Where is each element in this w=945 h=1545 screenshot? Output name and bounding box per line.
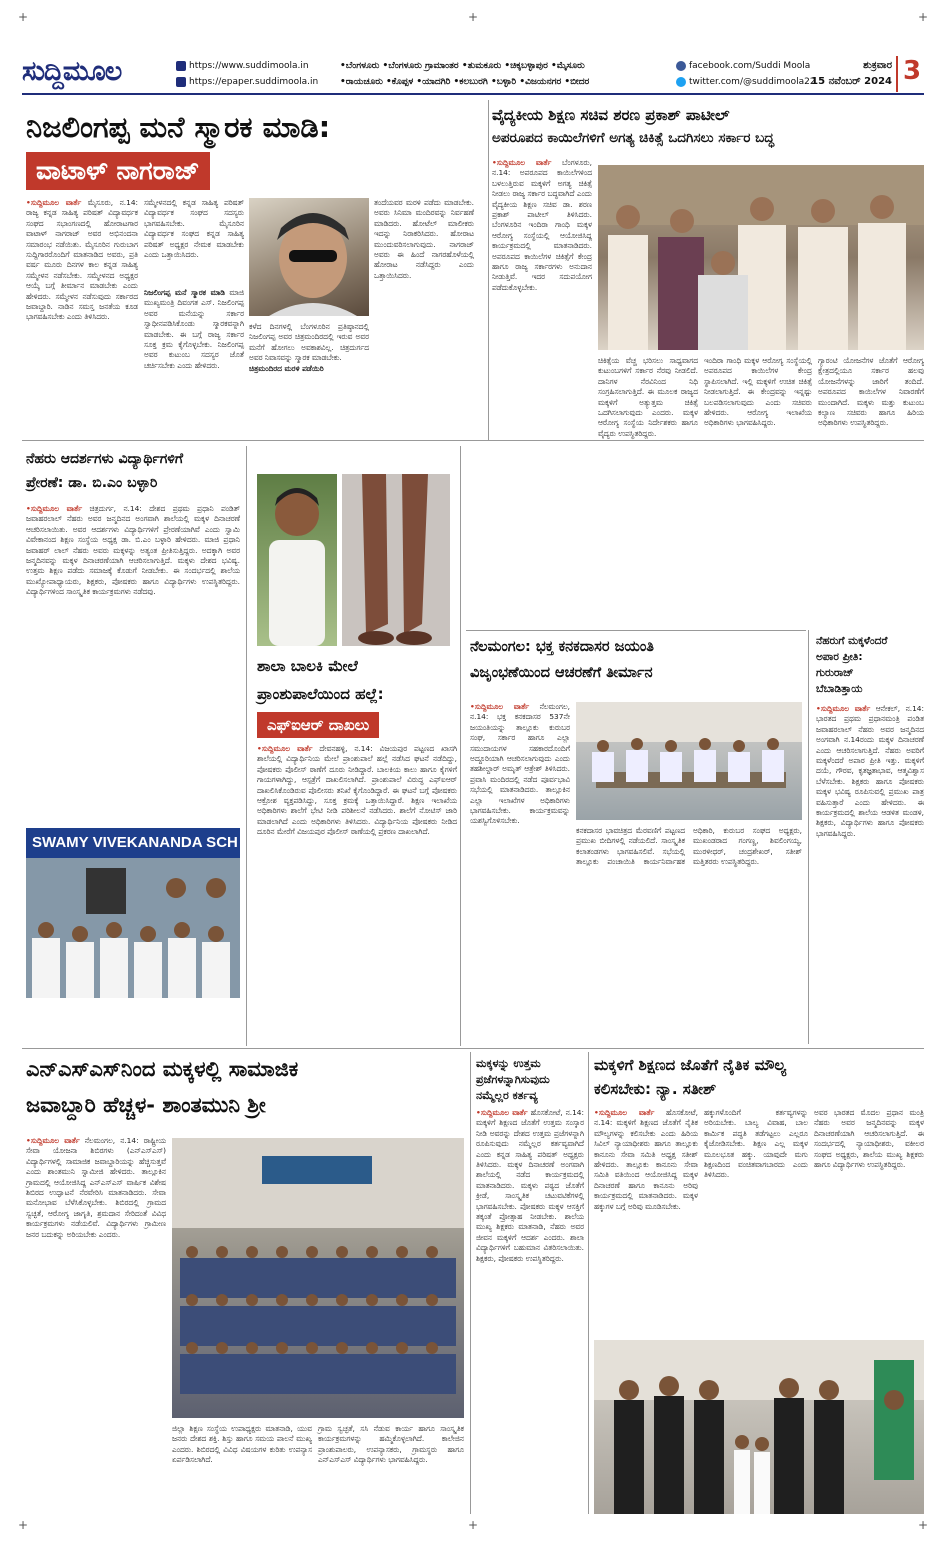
article-text: ಜಿಲ್ಲಾ ಶಿಕ್ಷಣ ಸಂಸ್ಥೆಯ ಉಪಾಧ್ಯಕ್ಷರು ಮಾತನಾಡಿ, ಯುವ ಜನರು ದೇಶದ ಶಕ್ತಿ. ಶಿಸ್ತು ಹಾಗೂ ಸಮಯ ಪಾಲನೆ ಮುಖ್ಯ ಎಂದರು. ಶಿಬಿರದಲ್ಲಿ ವಿವಿಧ ವಿಷಯಗಳ ಕುರಿತು ಉಪನ್ಯಾಸ ಏರ್ಪಡಿಸಲಾಗಿದೆ. — [172, 1424, 312, 1465]
article-column — [492, 158, 592, 430]
page-number: 3 — [896, 56, 926, 92]
byline: •ಸುದ್ದಿಮೂಲ ವಾರ್ತೆ — [816, 704, 871, 713]
article-text: ಮೈಸೂರು, ನ.14: ರಾಜ್ಯ ಕನ್ನಡ ಸಾಹಿತ್ಯ ಪರಿಷತ್ ವಿದ್ಯಾವರ್ಧಕ ಸಂಘದ ಸಭಾಂಗಣದಲ್ಲಿ ಹೋರಾಟಗಾರ ವಾಟಾಳ್ ನಾಗರಾಜ್ ಅವರ ಅಭಿನಂದನಾ ಸಮಾರಂಭ ನಡೆಯಿತು. ಮೈಸೂರಿನ ಗುರುಬಾಗ ಸುದ್ದಿಗಾರರೊಂದಿಗೆ ಮಾತನಾಡಿದ ಅವರು, ಪ್ರತಿ ವರ್ಷ ಮೂರು ದಿನಗಳ ಕಾಲ ಕನ್ನಡ ಸಾಹಿತ್ಯ ಸಮ್ಮೇಳನ ನಡೆಸಬೇಕು. ಸಮ್ಮೇಳನದ ಅಧ್ಯಕ್ಷರ ಆಯ್ಕೆ ಬಗ್ಗೆ ತೀರ್ಮಾನ ಮಾಡಬೇಕು ಎಂದು ಹೇಳಿದರು. ಸಮ್ಮೇಳನ ನಡೆಸುವುದು ಸರ್ಕಾರದ ಜವಾಬ್ದಾರಿ. ನಾಡಿನ ಸಮಸ್ತ ಜನತೆಯ ಕೂಡ ಭಾಗವಹಿಸಬೇಕು ಎಂದು ತಿಳಿಸಿದರು. — [26, 198, 139, 322]
article-column — [257, 744, 457, 1044]
headline-red: ಎಫ್‌ಐಆರ್ ದಾಖಲು — [257, 712, 379, 738]
event-figures — [594, 1340, 924, 1514]
article-column — [172, 1424, 312, 1514]
globe-icon — [176, 61, 186, 71]
article-column — [26, 504, 240, 814]
column-divider — [588, 1052, 589, 1514]
byline: •ಸುದ್ದಿಮೂಲ ವಾರ್ತೆ — [476, 1108, 528, 1117]
nss-group-photo — [172, 1138, 464, 1418]
article-text: ದೇವನಹಳ್ಳಿ, ನ.14: ವಿಜಯಪುರ ಪಟ್ಟಣದ ಖಾಸಗಿ ಶಾಲೆಯಲ್ಲಿ ವಿದ್ಯಾರ್ಥಿನಿಯ ಮೇಲೆ ಪ್ರಾಂಶುಪಾಲೆ ಹಲ್ಲೆ ನಡೆಸಿದ ಘಟನೆ ನಡೆದಿದ್ದು, ಪೋಷಕರು ಪೊಲೀಸ್ ಠಾಣೆಗೆ ದೂರು ನೀಡಿದ್ದಾರೆ. ಬಾಲಕಿಯ ಕಾಲು ಹಾಗೂ ಕೈಗಳಿಗೆ ಗಾಯಗಳಾಗಿದ್ದು, ಆಸ್ಪತ್ರೆಗೆ ದಾಖಲಿಸಲಾಗಿದೆ. ಪ್ರಾಂಶುಪಾಲೆ ವಿರುದ್ಧ ಎಫ್‌ಐಆರ್ ದಾಖಲಿಸಿಕೊಂಡಿರುವ ಪೊಲೀಸರು ತನಿಖೆ ಕೈಗೊಂಡಿದ್ದಾರೆ. ಈ ಘಟನೆ ಬಗ್ಗೆ ಪೋಷಕರು ಆಕ್ರೋಶ ವ್ಯಕ್ತಪಡಿಸಿದ್ದು, ಸೂಕ್ತ ಕ್ರಮಕ್ಕೆ ಒತ್ತಾಯಿಸಿದ್ದಾರೆ. ಶಿಕ್ಷಣ ಇಲಾಖೆಯ ಅಧಿಕಾರಿಗಳು ಶಾಲೆಗೆ ಭೇಟಿ ನೀಡಿ ಪರಿಶೀಲನೆ ನಡೆಸಿದರು. ಶಾಲೆಗೆ ನೋಟಿಸ್ ಜಾರಿ ಮಾಡಲಾಗಿದೆ ಎಂದು ಅಧಿಕಾರಿಗಳು ತಿಳಿಸಿದರು. ವಿದ್ಯಾರ್ಥಿನಿಯ ಪೋಷಕರು ನೀಡಿದ ದೂರಿನ ಮೇರೆಗೆ ವಿಜಯಪುರ ಪೊಲೀಸ್ ಠಾಣೆಯಲ್ಲಿ ಪ್ರಕರಣ ದಾಖಲಾಗಿದೆ. — [257, 744, 457, 837]
article-column — [594, 1108, 698, 1332]
column-divider — [808, 630, 809, 1044]
headline: ಬೆಬಾಡಿತ್ತಾಯ — [816, 683, 863, 695]
headline: ನೆಹರುಗೆ ಮಕ್ಕಳೆಂದರೆ — [816, 635, 888, 647]
article-subhead: ಚಿತ್ರಮಂದಿರದ ಮರಳಿ ಪಡೆಯಿರಿ — [249, 363, 324, 373]
article-text: ಸಮ್ಮೇಳನದಲ್ಲಿ ಕನ್ನಡ ಸಾಹಿತ್ಯ ಪರಿಷತ್ ವಿದ್ಯಾವರ್ಧಕ ಸಂಘದ ಸದಸ್ಯರು ಭಾಗವಹಿಸಬೇಕು. ಮೈಸೂರಿನ ವಿದ್ಯಾವರ್ಧಕ ಸಂಘದ ಕನ್ನಡ ಸಾಹಿತ್ಯ ಪರಿಷತ್ ಅಧ್ಯಕ್ಷರ ನೇಮಕ ಮಾಡಬೇಕು ಎಂದು ಒತ್ತಾಯಿಸಿದರು. — [144, 198, 244, 260]
article-column — [470, 702, 570, 1037]
girl-photo — [257, 474, 337, 646]
article-text: ನೆಲಮಂಗಲ, ನ.14: ರಾಷ್ಟ್ರೀಯ ಸೇವಾ ಯೋಜನಾ ಶಿಬಿರಗಳು (ಎನ್‌ಎಸ್‌ಎಸ್) ವಿದ್ಯಾರ್ಥಿಗಳಲ್ಲಿ ಸಾಮಾಜಿಕ ಜವಾಬ್ದಾರಿಯನ್ನು ಹೆಚ್ಚಿಸುತ್ತವೆ ಎಂದು ಶಾಂತಮುನಿ ಸ್ವಾಮೀಜಿ ಹೇಳಿದರು. ತಾಲ್ಲೂಕಿನ ಗ್ರಾಮದಲ್ಲಿ ಆಯೋಜಿಸಿದ್ದ ಎನ್‌ಎಸ್‌ಎಸ್ ವಾರ್ಷಿಕ ವಿಶೇಷ ಶಿಬಿರದ ಉದ್ಘಾಟನೆ ನೆರವೇರಿಸಿ ಮಾತನಾಡಿದರು. ಸೇವಾ ಮನೋಭಾವ ಬೆಳೆಸಿಕೊಳ್ಳಬೇಕು. ಶಿಬಿರದಲ್ಲಿ ಗ್ರಾಮದ ಸ್ವಚ್ಛತೆ, ಆರೋಗ್ಯ ಜಾಗೃತಿ, ಶ್ರಮದಾನ ಸೇರಿದಂತೆ ವಿವಿಧ ಕಾರ್ಯಕ್ರಮಗಳು ನಡೆಯಲಿವೆ. ವಿದ್ಯಾರ್ಥಿಗಳು ಗ್ರಾಮೀಣ ಜನರ ಬದುಕನ್ನು ಅರಿಯಬೇಕು ಎಂದರು. — [26, 1136, 166, 1239]
cities-row: •ಬೆಂಗಳೂರು •ಬೆಂಗಳೂರು ಗ್ರಾಮಾಂತರ •ತುಮಕೂರು •ಚಿಕ್ಕಬಳ್ಳಾಪುರ •ಮೈಸೂರು — [340, 61, 585, 71]
article-text: ಕನಕದಾಸರ ಭಾವಚಿತ್ರದ ಮೆರವಣಿಗೆ ಪಟ್ಟಣದ ಪ್ರಮುಖ ಬೀದಿಗಳಲ್ಲಿ ನಡೆಯಲಿದೆ. ಸಾಂಸ್ಕೃತಿಕ ಕಲಾತಂಡಗಳು ಭಾಗವಹಿಸಲಿವೆ. ಸಭೆಯಲ್ಲಿ ತಾಲ್ಲೂಕು ಪಂಚಾಯಿತಿ ಕಾರ್ಯನಿರ್ವಾಹಕ ಅಧಿಕಾರಿ, ಕುರುಬರ ಸಂಘದ ಅಧ್ಯಕ್ಷರು, ಮುಖಂಡರಾದ ಗಂಗಣ್ಣ, ಶಿವಲಿಂಗಯ್ಯ, ಮುರಳೀಧರ್, ಚಂದ್ರಶೇಖರ್, ಸತೀಶ್ ಮತ್ತಿತರರು ಉಪಸ್ಥಿತರಿದ್ದರು. — [576, 826, 802, 867]
article-text: ಮಾಜಿ ಮುಖ್ಯಮಂತ್ರಿ ದಿವಂಗತ ಎಸ್. ನಿಜಲಿಂಗಪ್ಪ ಅವರ ಮನೆಯನ್ನು ಸರ್ಕಾರ ಸ್ವಾಧೀನಪಡಿಸಿಕೊಂಡು ಸ್ಮಾರಕವನ್ನಾಗಿ ಮಾಡಬೇಕು. ಈ ಬಗ್ಗೆ ರಾಜ್ಯ ಸರ್ಕಾರ ಸೂಕ್ತ ಕ್ರಮ ಕೈಗೊಳ್ಳಬೇಕು. ನಿಜಲಿಂಗಪ್ಪ ಅವರ ಕುಟುಂಬ ಸದಸ್ಯರ ಜೊತೆ ಚರ್ಚಿಸಬೇಕು ಎಂದು ಹೇಳಿದರು. — [144, 288, 244, 370]
byline: •ಸುದ್ದಿಮೂಲ ವಾರ್ತೆ — [470, 702, 530, 711]
article-column — [704, 1108, 808, 1332]
article-column — [704, 356, 812, 430]
group-figures — [598, 165, 924, 350]
column-divider — [488, 100, 489, 440]
masthead-links — [176, 58, 318, 90]
masthead-social — [676, 58, 816, 90]
article-column — [26, 198, 138, 430]
day-label: ಶುಕ್ರವಾರ — [863, 60, 892, 71]
column-divider — [470, 1052, 471, 1514]
injured-legs — [342, 474, 450, 646]
article-text: ಬೆಂಗಳೂರು, ನ.14: ಅಪರೂಪದ ಕಾಯಿಲೆಗಳಿಂದ ಬಳಲುತ್ತಿರುವ ಮಕ್ಕಳಿಗೆ ಅಗತ್ಯ ಚಿಕಿತ್ಸೆ ನೀಡಲು ರಾಜ್ಯ ಸರ್ಕಾರ ಬದ್ಧವಾಗಿದೆ ಎಂದು ವೈದ್ಯಕೀಯ ಶಿಕ್ಷಣ ಸಚಿವ ಡಾ. ಶರಣ ಪ್ರಕಾಶ್ ಪಾಟೀಲ್ ತಿಳಿಸಿದರು. ಬೆಂಗಳೂರಿನ ಇಂದಿರಾ ಗಾಂಧಿ ಮಕ್ಕಳ ಆರೋಗ್ಯ ಸಂಸ್ಥೆಯಲ್ಲಿ ಆಯೋಜಿಸಿದ್ದ ಕಾರ್ಯಕ್ರಮದಲ್ಲಿ ಮಾತನಾಡಿದರು. ಅಪರೂಪದ ಕಾಯಿಲೆಗಳ ಚಿಕಿತ್ಸೆಗೆ ಕೇಂದ್ರ ಹಾಗೂ ರಾಜ್ಯ ಸರ್ಕಾರಗಳು ಅನುದಾನ ನೀಡುತ್ತಿವೆ. ಇದರ ಸದುಪಯೋಗ ಪಡೆದುಕೊಳ್ಳಬೇಕು. — [492, 158, 592, 292]
headline: ವಿಜೃಂಭಣೆಯಿಂದ ಆಚರಣೆಗೆ ತೀರ್ಮಾನ — [470, 665, 653, 681]
article-column — [818, 356, 924, 430]
masthead-date — [800, 58, 892, 90]
girl-figure — [257, 474, 337, 646]
section-divider — [466, 630, 806, 631]
article-text: ಗ್ರಾಮ ಸ್ವಚ್ಛತೆ, ಸಸಿ ನೆಡುವ ಕಾರ್ಯ ಹಾಗೂ ಸಾಂಸ್ಕೃತಿಕ ಕಾರ್ಯಕ್ರಮಗಳನ್ನು ಹಮ್ಮಿಕೊಳ್ಳಲಾಗಿದೆ. ಕಾಲೇಜಿನ ಪ್ರಾಂಶುಪಾಲರು, ಉಪನ್ಯಾಸಕರು, ಗ್ರಾಮಸ್ಥರು ಹಾಗೂ ಎನ್‌ಎಸ್‌ಎಸ್ ವಿದ್ಯಾರ್ಥಿಗಳು ಭಾಗವಹಿಸಿದ್ದರು. — [318, 1424, 464, 1465]
article-column — [318, 1424, 464, 1514]
headline: ಅಪಾರ ಪ್ರೀತಿ: — [816, 651, 863, 663]
article-text: ಆನೇಕಲ್, ನ.14: ಭಾರತದ ಪ್ರಥಮ ಪ್ರಧಾನಮಂತ್ರಿ ಪಂಡಿತ ಜವಾಹರಲಾಲ್ ನೆಹರು ಅವರ ಜನ್ಮದಿನದ ಅಂಗವಾಗಿ ನ.14ರಂದು ಮಕ್ಕಳ ದಿನಾಚರಣೆ ಎಂದು ಆಚರಿಸಲಾಗುತ್ತಿದೆ. ನೆಹರು ಅವರಿಗೆ ಮಕ್ಕಳೆಂದರೆ ಅಪಾರ ಪ್ರೀತಿ ಇತ್ತು. ಮಕ್ಕಳಿಗೆ ದಯೆ, ಗೌರವ, ಕೃತಜ್ಞತಾಭಾವ, ಆತ್ಮವಿಶ್ವಾಸ ಬೆಳೆಸಬೇಕು. ಶಿಕ್ಷಕರು ಹಾಗೂ ಪೋಷಕರು ಮಕ್ಕಳ ಭವಿಷ್ಯ ರೂಪಿಸುವಲ್ಲಿ ಪ್ರಮುಖ ಪಾತ್ರ ವಹಿಸುತ್ತಾರೆ ಎಂದು ಹೇಳಿದರು. ಈ ಕಾರ್ಯಕ್ರಮದಲ್ಲಿ ಶಾಲೆಯ ಆಡಳಿತ ಮಂಡಳಿ, ಶಿಕ್ಷಕರು, ವಿದ್ಯಾರ್ಥಿಗಳು ಹಾಗೂ ಪೋಷಕರು ಭಾಗವಹಿಸಿದ್ದರು. — [816, 704, 924, 838]
article-column — [144, 198, 244, 286]
column-divider — [246, 446, 247, 1046]
byline: •ಸುದ್ದಿಮೂಲ ವಾರ್ತೆ — [257, 744, 313, 753]
article-text: ಗ್ಯಾರಂಟಿ ಯೋಜನೆಗಳ ಜೊತೆಗೆ ಆರೋಗ್ಯ ಕ್ಷೇತ್ರದಲ್ಲಿಯೂ ಸರ್ಕಾರ ಹಲವು ಯೋಜನೆಗಳನ್ನು ಜಾರಿಗೆ ತಂದಿದೆ. ಅಪರೂಪದ ಕಾಯಿಲೆಗಳ ನಿವಾರಣೆಗೆ ಮುಂದಾಗಿದೆ. ಮಕ್ಕಳು ಮತ್ತು ಕುಟುಂಬ ಕಲ್ಯಾಣ ಸಚಿವರು ಹಾಗೂ ಹಿರಿಯ ಅಧಿಕಾರಿಗಳು ಉಪಸ್ಥಿತರಿದ್ದರು. — [818, 356, 924, 428]
headline: ಶಾಲಾ ಬಾಲಕಿ ಮೇಲೆ — [257, 657, 358, 675]
article-text: ಹೊಸಕೋಟೆ, ನ.14: ಮಕ್ಕಳಿಗೆ ಶಿಕ್ಷಣದ ಜೊತೆಗೆ ನೈತಿಕ ಮೌಲ್ಯಗಳನ್ನು ಕಲಿಸಬೇಕು ಎಂದು ಹಿರಿಯ ಸಿವಿಲ್ ನ್ಯಾಯಾಧೀಶರು ಹಾಗೂ ತಾಲ್ಲೂಕು ಕಾನೂನು ಸೇವಾ ಸಮಿತಿ ಅಧ್ಯಕ್ಷ ಸತೀಶ್ ಹೇಳಿದರು. ತಾಲ್ಲೂಕು ಕಾನೂನು ಸೇವಾ ಸಮಿತಿ ವತಿಯಿಂದ ಆಯೋಜಿಸಿದ್ದ ಮಕ್ಕಳ ದಿನಾಚರಣೆ ಹಾಗೂ ಕಾನೂನು ಅರಿವು ಕಾರ್ಯಕ್ರಮದಲ್ಲಿ ಮಾತನಾಡಿದರು. ಮಕ್ಕಳ ಹಕ್ಕುಗಳ ಬಗ್ಗೆ ಅರಿವು ಮೂಡಿಸಬೇಕು. — [594, 1108, 698, 1211]
cities-row: •ರಾಯಚೂರು •ಕೊಪ್ಪಳ •ಯಾದಗಿರಿ •ಕಲಬುರಗಿ •ಬಳ್ಳಾರಿ •ವಿಜಯನಗರ •ಬೀದರ — [340, 77, 590, 87]
byline: •ಸುದ್ದಿಮೂಲ ವಾರ್ತೆ — [594, 1108, 655, 1117]
headline: ನೆಲಮಂಗಲ: ಭಕ್ತ ಕನಕದಾಸರ ಜಯಂತಿ — [470, 639, 654, 655]
site-link[interactable]: https://www.suddimoola.in — [189, 61, 309, 71]
headline: ವೈದ್ಯಕೀಯ ಶಿಕ್ಷಣ ಸಚಿವ ಶರಣ ಪ್ರಕಾಶ್ ಪಾಟೀಲ್ — [492, 106, 730, 124]
headline: ಎನ್‌ಎಸ್‌ಎಸ್‌ನಿಂದ ಮಕ್ಕಳಲ್ಲಿ ಸಾಮಾಜಿಕ — [26, 1057, 299, 1081]
article-text: ನೆಲಮಂಗಲ, ನ.14: ಭಕ್ತ ಕನಕದಾಸರ 537ನೇ ಜಯಂತಿಯನ್ನು ತಾಲ್ಲೂಕು ಕುರುಬರ ಸಂಘ, ಸರ್ಕಾರ ಹಾಗೂ ಎಲ್ಲಾ ಸಮುದಾಯಗಳ ಸಹಕಾರದೊಂದಿಗೆ ಅದ್ದೂರಿಯಾಗಿ ಆಚರಿಸಲಾಗುವುದು ಎಂದು ತಹಶೀಲ್ದಾರ್ ಅಮೃತ್ ಆತ್ರೇಶ್ ತಿಳಿಸಿದರು. ಪ್ರವಾಸಿ ಮಂದಿರದಲ್ಲಿ ನಡೆದ ಪೂರ್ವಭಾವಿ ಸಭೆಯಲ್ಲಿ ಮಾತನಾಡಿದರು. ತಾಲ್ಲೂಕಿನ ಎಲ್ಲಾ ಇಲಾಖೆಗಳ ಅಧಿಕಾರಿಗಳು ಭಾಗವಹಿಸಬೇಕು. ಕಾರ್ಯಕ್ರಮವನ್ನು ಯಶಸ್ವಿಗೊಳಿಸಬೇಕು. — [470, 702, 570, 826]
article-text: ಹೊಸಕೋಟೆ, ನ.14: ಮಕ್ಕಳಿಗೆ ಶಿಕ್ಷಣದ ಜೊತೆಗೆ ಉತ್ತಮ ಸಂಸ್ಕಾರ ನೀಡಿ ಅವರನ್ನು ದೇಶದ ಉತ್ತಮ ಪ್ರಜೆಗಳನ್ನಾಗಿ ರೂಪಿಸುವುದು ನಮ್ಮೆಲ್ಲರ ಕರ್ತವ್ಯವಾಗಿದೆ ಎಂದು ಕನ್ನಡ ಸಾಹಿತ್ಯ ಪರಿಷತ್ ಅಧ್ಯಕ್ಷರು ತಿಳಿಸಿದರು. ಮಕ್ಕಳ ದಿನಾಚರಣೆ ಅಂಗವಾಗಿ ಶಾಲೆಯಲ್ಲಿ ನಡೆದ ಕಾರ್ಯಕ್ರಮದಲ್ಲಿ ಮಾತನಾಡಿದರು. ಮಕ್ಕಳು ಪಠ್ಯದ ಜೊತೆಗೆ ಕ್ರೀಡೆ, ಸಾಂಸ್ಕೃತಿಕ ಚಟುವಟಿಕೆಗಳಲ್ಲಿ ಭಾಗವಹಿಸಬೇಕು. ಪೋಷಕರು ಮಕ್ಕಳ ಆಸಕ್ತಿಗೆ ತಕ್ಕಂತೆ ಪ್ರೋತ್ಸಾಹ ನೀಡಬೇಕು. ಶಾಲೆಯ ಮುಖ್ಯ ಶಿಕ್ಷಕರು ಮಾತನಾಡಿ, ನೆಹರು ಅವರ ಜೀವನ ಮಕ್ಕಳಿಗೆ ಆದರ್ಶ ಎಂದರು. ಶಾಲಾ ವಿದ್ಯಾರ್ಥಿಗಳಿಗೆ ಬಹುಮಾನ ವಿತರಿಸಲಾಯಿತು. ಶಿಕ್ಷಕರು, ಪೋಷಕರು ಉಪಸ್ಥಿತರಿದ್ದರು. — [476, 1108, 584, 1263]
byline: •ಸುದ್ದಿಮೂಲ ವಾರ್ತೆ — [26, 504, 83, 513]
article-text: ಚಿತ್ರದುರ್ಗ, ನ.14: ದೇಶದ ಪ್ರಥಮ ಪ್ರಧಾನಿ ಪಂಡಿತ್ ಜವಾಹರಲಾಲ್ ನೆಹರು ಅವರ ಜನ್ಮದಿನದ ಅಂಗವಾಗಿ ಶಾಲೆಯಲ್ಲಿ ಮಕ್ಕಳ ದಿನಾಚರಣೆ ಆಚರಿಸಲಾಯಿತು. ಅವರ ಆದರ್ಶಗಳು ವಿದ್ಯಾರ್ಥಿಗಳಿಗೆ ಪ್ರೇರಣೆಯಾಗಿವೆ ಎಂದು ಸ್ವಾಮಿ ವಿವೇಕಾನಂದ ಶಿಕ್ಷಣ ಸಂಸ್ಥೆಯ ಅಧ್ಯಕ್ಷ ಡಾ. ಬಿ.ಎಂ ಬಳ್ಳಾರಿ ಹೇಳಿದರು. ಮಾಜಿ ಪ್ರಧಾನಿ ಜವಾಹರ್ ಲಾಲ್ ನೆಹರು ಅವರು ಮಕ್ಕಳನ್ನು ಅತ್ಯಂತ ಪ್ರೀತಿಸುತ್ತಿದ್ದರು. ಅದಕ್ಕಾಗಿ ಅವರ ಜನ್ಮದಿನವನ್ನು ಮಕ್ಕಳ ದಿನಾಚರಣೆಯಾಗಿ ಆಚರಿಸಲಾಗುತ್ತಿದೆ. ಮಕ್ಕಳು ದೇಶದ ಭವಿಷ್ಯ. ಉತ್ತಮ ಶಿಕ್ಷಣ ಪಡೆದು ಸಮಾಜಕ್ಕೆ ಕೊಡುಗೆ ನೀಡಬೇಕು. ಈ ಸಂದರ್ಭದಲ್ಲಿ ಶಾಲೆಯ ಮುಖ್ಯೋಪಾಧ್ಯಾಯರು, ಶಿಕ್ಷಕರು, ಪೋಷಕರು ಹಾಗೂ ವಿದ್ಯಾರ್ಥಿಗಳು ಉಪಸ್ಥಿತರಿದ್ದರು. ವಿದ್ಯಾರ್ಥಿಗಳಿಂದ ಸಾಂಸ್ಕೃತಿಕ ಕಾರ್ಯಕ್ರಮಗಳು ನಡೆದವು. — [26, 504, 240, 597]
facebook-link[interactable]: facebook.com/Suddi Moola — [689, 61, 811, 71]
section-divider — [22, 440, 924, 441]
nss-students — [172, 1138, 464, 1418]
article-column — [374, 198, 474, 430]
byline: •ಸುದ್ದಿಮೂಲ ವಾರ್ತೆ — [26, 198, 82, 207]
date-label: 15 ನವೆಂಬರ್ 2024 — [811, 76, 892, 87]
twitter-link[interactable]: twitter.com/@suddimoola22 — [689, 77, 816, 87]
globe-icon — [176, 77, 186, 87]
portrait-figure — [249, 198, 369, 316]
headline: ನೆಹರು ಆದರ್ಶಗಳು ವಿದ್ಯಾರ್ಥಿಗಳಿಗೆ — [26, 451, 184, 467]
article-column — [598, 356, 698, 438]
article-text: ತಂದೆಯವರ ಮರಳಿ ಪಡೆದು ಮಾಡಬೇಕು. ಅವರು ಸಿನಿಮಾ ಮಂದಿರವನ್ನು ನಿರ್ವಹಣೆ ಮಾಡಿದರು. ಹೋಟೆಲ್ ಮಾಲೀಕರು ಇದನ್ನು ನಿರಾಕರಿಸಿದರು. ಹೋರಾಟ ಮುಂದುವರಿಸಲಾಗುವುದು. ನಾಗರಾಜ್ ಅವರು ಈ ಹಿಂದೆ ನಾಗರಹೊಳೆಯಲ್ಲಿ ಹೋರಾಟ ನಡೆಸಿದ್ದರು ಎಂದು ಒತ್ತಾಯಿಸಿದರು. — [374, 198, 474, 280]
article-text: ಅವರ ಭಾರತದ ಮೊದಲ ಪ್ರಧಾನ ಮಂತ್ರಿ ನೆಹರು ಅವರ ಜನ್ಮದಿನವನ್ನು ಮಕ್ಕಳ ದಿನಾಚರಣೆಯಾಗಿ ಆಚರಿಸಲಾಗುತ್ತಿದೆ. ಈ ಸಂದರ್ಭದಲ್ಲಿ ನ್ಯಾಯಾಧೀಶರು, ವಕೀಲರ ಸಂಘದ ಅಧ್ಯಕ್ಷರು, ಶಾಲೆಯ ಮುಖ್ಯ ಶಿಕ್ಷಕರು ಹಾಗೂ ವಿದ್ಯಾರ್ಥಿಗಳು ಉಪಸ್ಥಿತರಿದ್ದರು. — [814, 1108, 924, 1170]
article-column — [144, 288, 244, 430]
column-divider — [460, 446, 461, 1046]
headline: ನಿಜಲಿಂಗಪ್ಪ ಮನೆ ಸ್ಮಾರಕ ಮಾಡಿ: — [26, 110, 331, 144]
headline: ಕಲಿಸಬೇಕು: ನ್ಯಾ. ಸತೀಶ್ — [594, 1080, 717, 1098]
school-sign: SWAMY VIVEKANANDA SCH — [26, 828, 240, 858]
school-event-photo — [26, 828, 240, 998]
crop-mark: + — [918, 1518, 929, 1532]
students-group — [26, 858, 240, 998]
headline: ಪ್ರೇರಣೆ: ಡಾ. ಬಿ.ಎಂ ಬಳ್ಳಾರಿ — [26, 475, 158, 491]
masthead-logo: ಸುದ್ದಿಮೂಲ — [22, 56, 122, 87]
article-text: ಚಿಕಿತ್ಸೆಯ ವೆಚ್ಚ ಭರಿಸಲು ಸಾಧ್ಯವಾಗದ ಕುಟುಂಬಗಳಿಗೆ ಸರ್ಕಾರ ನೆರವು ನೀಡಲಿದೆ. ದಾನಿಗಳ ನೆರವಿನಿಂದ ನಿಧಿ ಸಂಗ್ರಹಿಸಲಾಗುತ್ತಿದೆ. ಈ ಮೂಲಕ ರಾಜ್ಯದ ಮಕ್ಕಳಿಗೆ ಅತ್ಯುತ್ತಮ ಚಿಕಿತ್ಸೆ ಒದಗಿಸಲಾಗುವುದು ಎಂದರು. ಮಕ್ಕಳ ಆರೋಗ್ಯ ಸಂಸ್ಥೆಯ ನಿರ್ದೇಶಕರು ಹಾಗೂ ವೈದ್ಯರು ಉಪಸ್ಥಿತರಿದ್ದರು. — [598, 356, 698, 438]
headline — [257, 712, 379, 738]
article-text: ಹಕ್ಕುಗಳೊಂದಿಗೆ ಕರ್ತವ್ಯಗಳನ್ನು ಅರಿಯಬೇಕು. ಬಾಲ್ಯ ವಿವಾಹ, ಬಾಲ ಕಾರ್ಮಿಕ ಪದ್ಧತಿ ತಡೆಗಟ್ಟಲು ಎಲ್ಲರೂ ಕೈಜೋಡಿಸಬೇಕು. ಶಿಕ್ಷಣ ಎಲ್ಲ ಮಕ್ಕಳ ಮೂಲಭೂತ ಹಕ್ಕು. ಯಾವುದೇ ಮಗು ಶಿಕ್ಷಣದಿಂದ ವಂಚಿತವಾಗಬಾರದು ಎಂದು ತಿಳಿಸಿದರು. — [704, 1108, 808, 1180]
article-column — [814, 1108, 924, 1332]
subheadline-text: ವಾಟಾಳ್ ನಾಗರಾಜ್ — [26, 152, 210, 190]
headline: ಅಪರೂಪದ ಕಾಯಿಲೆಗಳಿಗೆ ಅಗತ್ಯ ಚಿಕಿತ್ಸೆ ಒದಗಿಸಲು ಸರ್ಕಾರ ಬದ್ಧ — [492, 130, 775, 146]
article-column — [249, 322, 369, 430]
headline: ಜವಾಬ್ದಾರಿ ಹೆಚ್ಚಳ- ಶಾಂತಮುನಿ ಶ್ರೀ — [26, 1093, 266, 1117]
minister-event-photo — [598, 165, 924, 350]
byline: •ಸುದ್ದಿಮೂಲ ವಾರ್ತೆ — [492, 158, 552, 167]
subheadline — [26, 152, 210, 190]
injury-photo — [342, 474, 450, 646]
article-column — [816, 704, 924, 1040]
article-column — [476, 1108, 584, 1514]
facebook-icon — [676, 61, 686, 71]
article-subhead: ನಿಜಲಿಂಗಪ್ಪ ಮನೆ ಸ್ಮಾರಕ ಮಾಡಿ — [144, 288, 225, 297]
meeting-photo — [576, 702, 802, 820]
crop-mark: + — [18, 1518, 29, 1532]
masthead-cities — [340, 58, 589, 90]
headline: ಗುರುರಾಜ್ — [816, 667, 854, 679]
headline: ಮಕ್ಕಳಿಗೆ ಶಿಕ್ಷಣದ ಜೊತೆಗೆ ನೈತಿಕ ಮೌಲ್ಯ — [594, 1056, 787, 1074]
crop-mark: + — [468, 1518, 479, 1532]
masthead-divider — [22, 93, 924, 95]
article-text: ಇಂದಿರಾ ಗಾಂಧಿ ಮಕ್ಕಳ ಆರೋಗ್ಯ ಸಂಸ್ಥೆಯಲ್ಲಿ ಅಪರೂಪದ ಕಾಯಿಲೆಗಳ ಕೇಂದ್ರ ಸ್ಥಾಪಿಸಲಾಗಿದೆ. ಇಲ್ಲಿ ಮಕ್ಕಳಿಗೆ ಉಚಿತ ಚಿಕಿತ್ಸೆ ನೀಡಲಾಗುತ್ತಿದೆ. ಈ ಕೇಂದ್ರವನ್ನು ಇನ್ನಷ್ಟು ಬಲಪಡಿಸಲಾಗುವುದು ಎಂದು ಸಚಿವರು ಹೇಳಿದರು. ಆರೋಗ್ಯ ಇಲಾಖೆಯ ಅಧಿಕಾರಿಗಳು ಭಾಗವಹಿಸಿದ್ದರು. — [704, 356, 812, 428]
court-event-photo — [594, 1340, 924, 1514]
crop-mark: + — [468, 10, 479, 24]
portrait-photo — [249, 198, 369, 316]
headline: ಪ್ರಾಂಶುಪಾಲೆಯಿಂದ ಹಲ್ಲೆ: — [257, 685, 384, 703]
crop-mark: + — [18, 10, 29, 24]
section-divider — [22, 1048, 924, 1049]
meeting-figures — [576, 702, 802, 820]
headline: ಮಕ್ಕಳನ್ನು ಉತ್ತಮ ಪ್ರಜೆಗಳನ್ನಾಗಿಸುವುದು ನಮ್ಮೆಲ್ಲರ ಕರ್ತವ್ಯ — [476, 1057, 550, 1102]
article-column — [576, 826, 802, 1038]
epaper-link[interactable]: https://epaper.suddimoola.in — [189, 77, 319, 87]
article-text: ಕಳೆದ ದಿನಗಳಲ್ಲಿ ಬೆಂಗಳೂರಿನ ಪ್ರತಿಷ್ಠಾನದಲ್ಲಿ ನಿಜಲಿಂಗಪ್ಪ ಅವರ ಚಿತ್ರಮಂದಿರದಲ್ಲಿ ಇರುವ ಅವರ ಮನೆಗೆ ಹೋಗಲು ಅವಕಾಶವಿಲ್ಲ. ಚಿತ್ರದುರ್ಗದ ಅವರ ನಿವಾಸವನ್ನು ಸ್ಮಾರಕ ಮಾಡಬೇಕು. — [249, 322, 369, 363]
crop-mark: + — [918, 10, 929, 24]
twitter-icon — [676, 77, 686, 87]
article-column — [26, 1136, 166, 1514]
byline: •ಸುದ್ದಿಮೂಲ ವಾರ್ತೆ — [26, 1136, 80, 1145]
